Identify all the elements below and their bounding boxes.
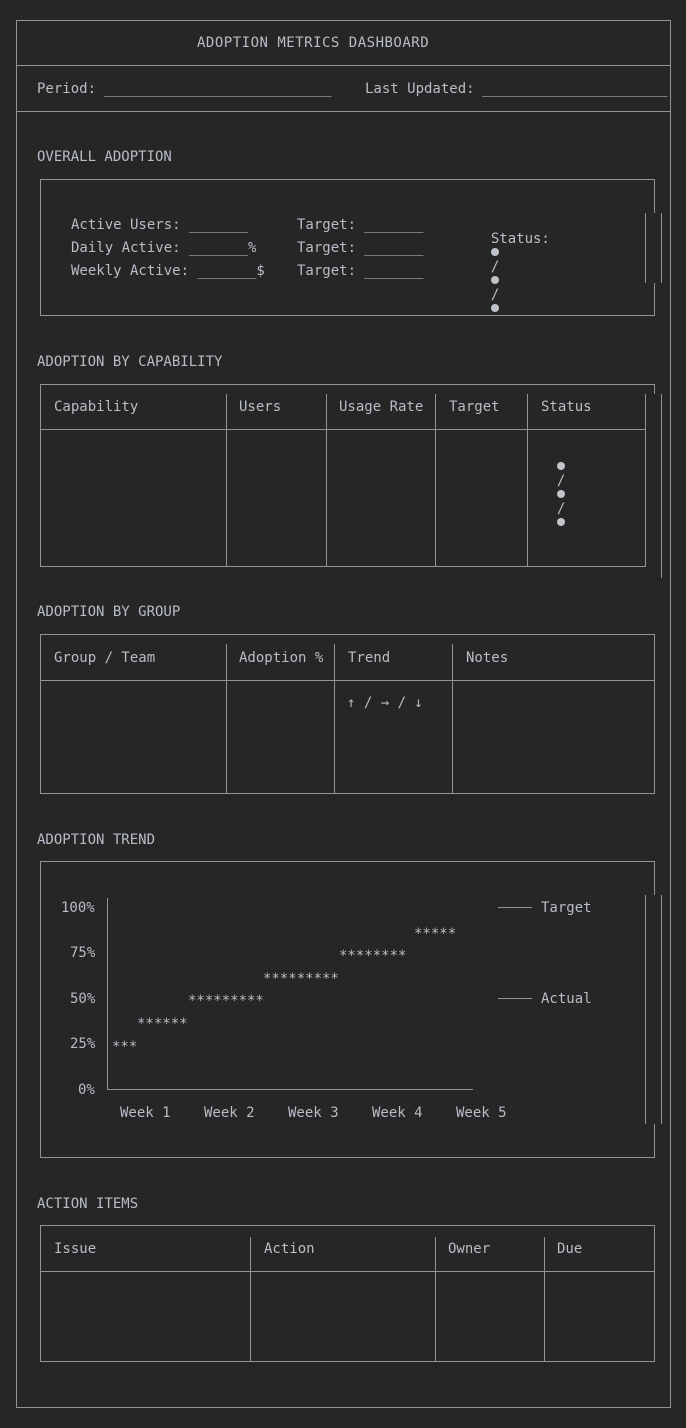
group-col-line xyxy=(226,644,227,794)
x-tick-label: Week 1 xyxy=(120,1105,171,1121)
group-col-line xyxy=(40,634,41,794)
section-title-trend: ADOPTION TREND xyxy=(37,832,156,848)
capability-col-header: Usage Rate xyxy=(339,399,424,415)
capability-header-divider xyxy=(40,429,646,430)
status-label: Status: xyxy=(490,231,550,247)
section-title-overall: OVERALL ADOPTION xyxy=(37,149,172,165)
capability-col-line xyxy=(527,394,528,567)
status-dot-icon[interactable] xyxy=(491,248,499,256)
group-table-top xyxy=(40,634,655,635)
actions-table-bottom xyxy=(40,1361,655,1362)
capability-col-line xyxy=(326,394,327,567)
status-dot-icon[interactable] xyxy=(491,276,499,284)
chart-bar-stars: ******** xyxy=(339,948,407,964)
legend-label-actual: Actual xyxy=(541,991,592,1007)
x-tick-label: Week 3 xyxy=(288,1105,339,1121)
y-tick-label: 50% xyxy=(70,991,96,1007)
status-dot-icon[interactable] xyxy=(557,518,565,526)
chart-bar-stars: ********* xyxy=(263,971,339,987)
group-col-line xyxy=(654,634,655,794)
daily-active-field[interactable]: Daily Active: _______% xyxy=(71,240,257,256)
period-label: Period: xyxy=(37,81,97,97)
actions-col-header: Owner xyxy=(448,1241,491,1257)
group-col-header: Adoption % xyxy=(239,650,324,666)
actions-header-divider xyxy=(40,1271,655,1272)
actions-col-header: Issue xyxy=(54,1241,97,1257)
y-tick-label: 100% xyxy=(61,900,95,916)
capability-table-top xyxy=(40,384,655,385)
capability-table-bottom xyxy=(40,566,646,567)
outer-shift-line xyxy=(661,213,662,283)
group-table-bottom xyxy=(40,793,655,794)
capability-col-line xyxy=(226,394,227,567)
section-title-capability: ADOPTION BY CAPABILITY xyxy=(37,354,223,370)
overall-box-right xyxy=(654,283,655,316)
capability-status-cell xyxy=(540,446,565,530)
capability-col-line xyxy=(435,394,436,567)
trend-box-left xyxy=(40,861,41,1158)
capability-col-header: Target xyxy=(449,399,500,415)
capability-col-line xyxy=(645,394,646,567)
actions-table-top xyxy=(40,1225,655,1226)
x-tick-label: Week 2 xyxy=(204,1105,255,1121)
x-tick-label: Week 5 xyxy=(456,1105,507,1121)
overall-box-right xyxy=(654,179,655,213)
outer-frame-bottom xyxy=(16,1407,671,1408)
actions-col-line xyxy=(654,1225,655,1362)
capability-col-header: Status xyxy=(541,399,592,415)
last-updated-field[interactable]: ______________________ xyxy=(482,81,668,97)
group-col-line xyxy=(334,644,335,794)
weekly-active-target[interactable]: Target: _______ xyxy=(297,263,424,279)
y-tick-label: 0% xyxy=(78,1082,95,1098)
trend-box-top xyxy=(40,861,655,862)
legend-line-actual xyxy=(498,998,532,999)
group-header-divider xyxy=(40,680,655,681)
trend-box-right xyxy=(654,861,655,895)
weekly-active-field[interactable]: Weekly Active: _______$ xyxy=(71,263,265,279)
overall-box-top xyxy=(40,179,655,180)
outer-frame-right xyxy=(670,20,671,1408)
legend-label-target: Target xyxy=(541,900,592,916)
section-title-group: ADOPTION BY GROUP xyxy=(37,604,181,620)
active-users-target[interactable]: Target: _______ xyxy=(297,217,424,233)
capability-table-top-corner xyxy=(654,384,655,394)
page-title: ADOPTION METRICS DASHBOARD xyxy=(197,35,430,51)
trend-box-right-inner xyxy=(645,895,646,1124)
trend-box-bottom xyxy=(40,1157,655,1158)
group-col-header: Group / Team xyxy=(54,650,156,666)
chart-bar-stars: ***** xyxy=(414,926,457,942)
status-dot-icon[interactable] xyxy=(557,490,565,498)
section-title-actions: ACTION ITEMS xyxy=(37,1196,139,1212)
overall-status xyxy=(474,218,550,316)
active-users-field[interactable]: Active Users: _______ xyxy=(71,217,249,233)
status-dot-icon[interactable] xyxy=(491,304,499,312)
chart-bar-stars: ****** xyxy=(137,1016,188,1032)
overall-box-left xyxy=(40,179,41,316)
actions-col-line xyxy=(435,1237,436,1362)
trend-box-right xyxy=(654,1124,655,1158)
capability-col-header: Capability xyxy=(54,399,139,415)
chart-y-axis xyxy=(107,898,108,1090)
y-tick-label: 75% xyxy=(70,945,96,961)
period-field[interactable]: ___________________________ xyxy=(104,81,332,97)
actions-col-header: Action xyxy=(264,1241,315,1257)
status-separator: / xyxy=(490,287,500,303)
last-updated-label: Last Updated: xyxy=(365,81,475,97)
group-col-header: Notes xyxy=(466,650,509,666)
chart-bar-stars: *** xyxy=(112,1039,138,1055)
x-tick-label: Week 4 xyxy=(372,1105,423,1121)
actions-col-line xyxy=(544,1237,545,1362)
meta-divider xyxy=(16,111,671,112)
overall-box-bottom xyxy=(40,315,655,316)
group-col-header: Trend xyxy=(348,650,391,666)
actions-col-line xyxy=(40,1225,41,1362)
trend-arrows[interactable]: ↑ / → / ↓ xyxy=(347,695,423,711)
chart-bar-stars: ********* xyxy=(188,993,264,1009)
outer-frame-top xyxy=(16,20,671,21)
capability-col-line xyxy=(40,384,41,567)
capability-col-header: Users xyxy=(239,399,282,415)
group-col-line xyxy=(452,644,453,794)
actions-col-line xyxy=(250,1237,251,1362)
header-divider xyxy=(16,65,671,66)
outer-shift-line xyxy=(661,895,662,1124)
status-separator: / xyxy=(556,473,566,489)
overall-box-right-inner xyxy=(645,213,646,283)
actions-col-header: Due xyxy=(557,1241,583,1257)
outer-shift-line xyxy=(661,394,662,578)
status-dot-icon[interactable] xyxy=(557,462,565,470)
status-separator: / xyxy=(556,501,566,517)
outer-frame-left xyxy=(16,20,17,1408)
chart-x-axis xyxy=(107,1089,473,1090)
legend-line-target xyxy=(498,907,532,908)
daily-active-target[interactable]: Target: _______ xyxy=(297,240,424,256)
y-tick-label: 25% xyxy=(70,1036,96,1052)
status-separator: / xyxy=(490,259,500,275)
